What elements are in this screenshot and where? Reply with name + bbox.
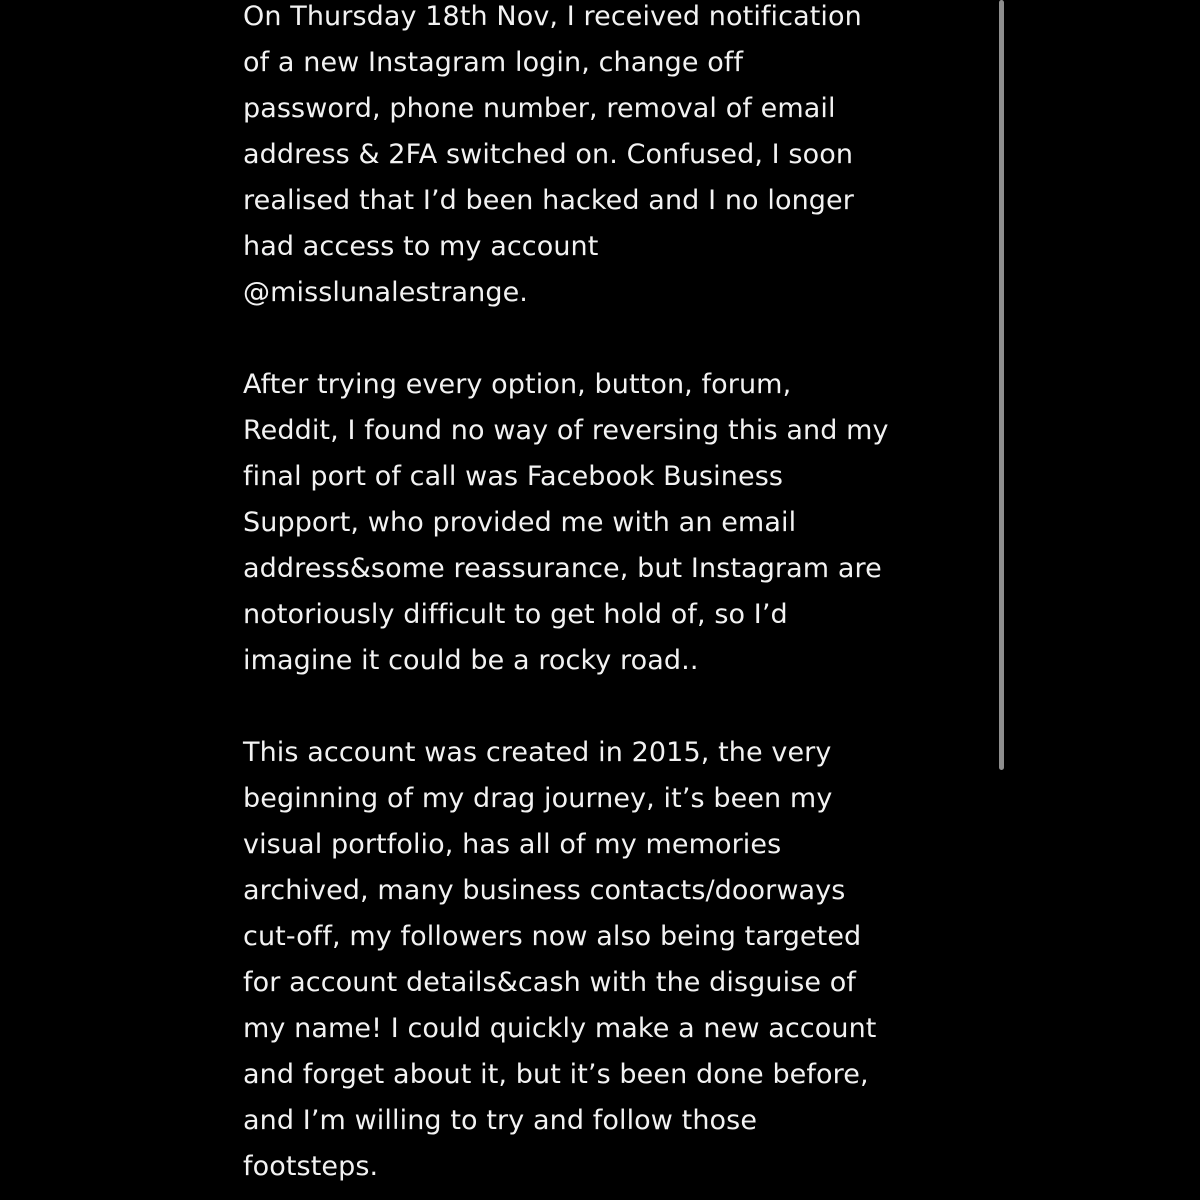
text-line: address&some reassurance, but Instagram are [243,553,882,584]
text-line: and forget about it, but it’s been done before, [243,1059,869,1090]
text-line: Support, who provided me with an email [243,507,797,538]
text-line: footsteps. [243,1151,379,1182]
text-line: password, phone number, removal of email [243,93,836,124]
paragraph-spacer [243,316,983,362]
text-line: beginning of my drag journey, it’s been my [243,783,833,814]
text-line: notoriously difficult to get hold of, so I’d [243,599,788,630]
text-line: This account was created in 2015, the very [243,737,832,768]
text-line: @misslunalestrange. [243,277,528,308]
text-line: and I’m willing to try and follow those [243,1105,758,1136]
text-line: address & 2FA switched on. Confused, I soon [243,139,854,170]
text-line: On Thursday 18th Nov, I received notification [243,1,862,32]
text-line: final port of call was Facebook Business [243,461,784,492]
paragraph-spacer [243,684,983,730]
vertical-scrollbar[interactable] [996,0,1006,775]
text-line: archived, many business contacts/doorways [243,875,846,906]
paragraph-1 [243,0,983,316]
text-line: visual portfolio, has all of my memories [243,829,782,860]
text-line: of a new Instagram login, change off [243,47,744,78]
text-line: cut-off, my followers now also being targeted [243,921,862,952]
text-line: realised that I’d been hacked and I no longer [243,185,854,216]
paragraph-2 [243,362,983,684]
paragraph-3 [243,730,983,1190]
text-line: for account details&cash with the disguise of [243,967,857,998]
text-line: After trying every option, button, forum, [243,369,792,400]
scrollbar-thumb[interactable] [999,0,1004,770]
text-line: Reddit, I found no way of reversing this and my [243,415,889,446]
text-line: had access to my account [243,231,599,262]
text-line: my name! I could quickly make a new account [243,1013,877,1044]
note-text-body[interactable] [243,0,983,1190]
text-line: imagine it could be a rocky road.. [243,645,699,676]
